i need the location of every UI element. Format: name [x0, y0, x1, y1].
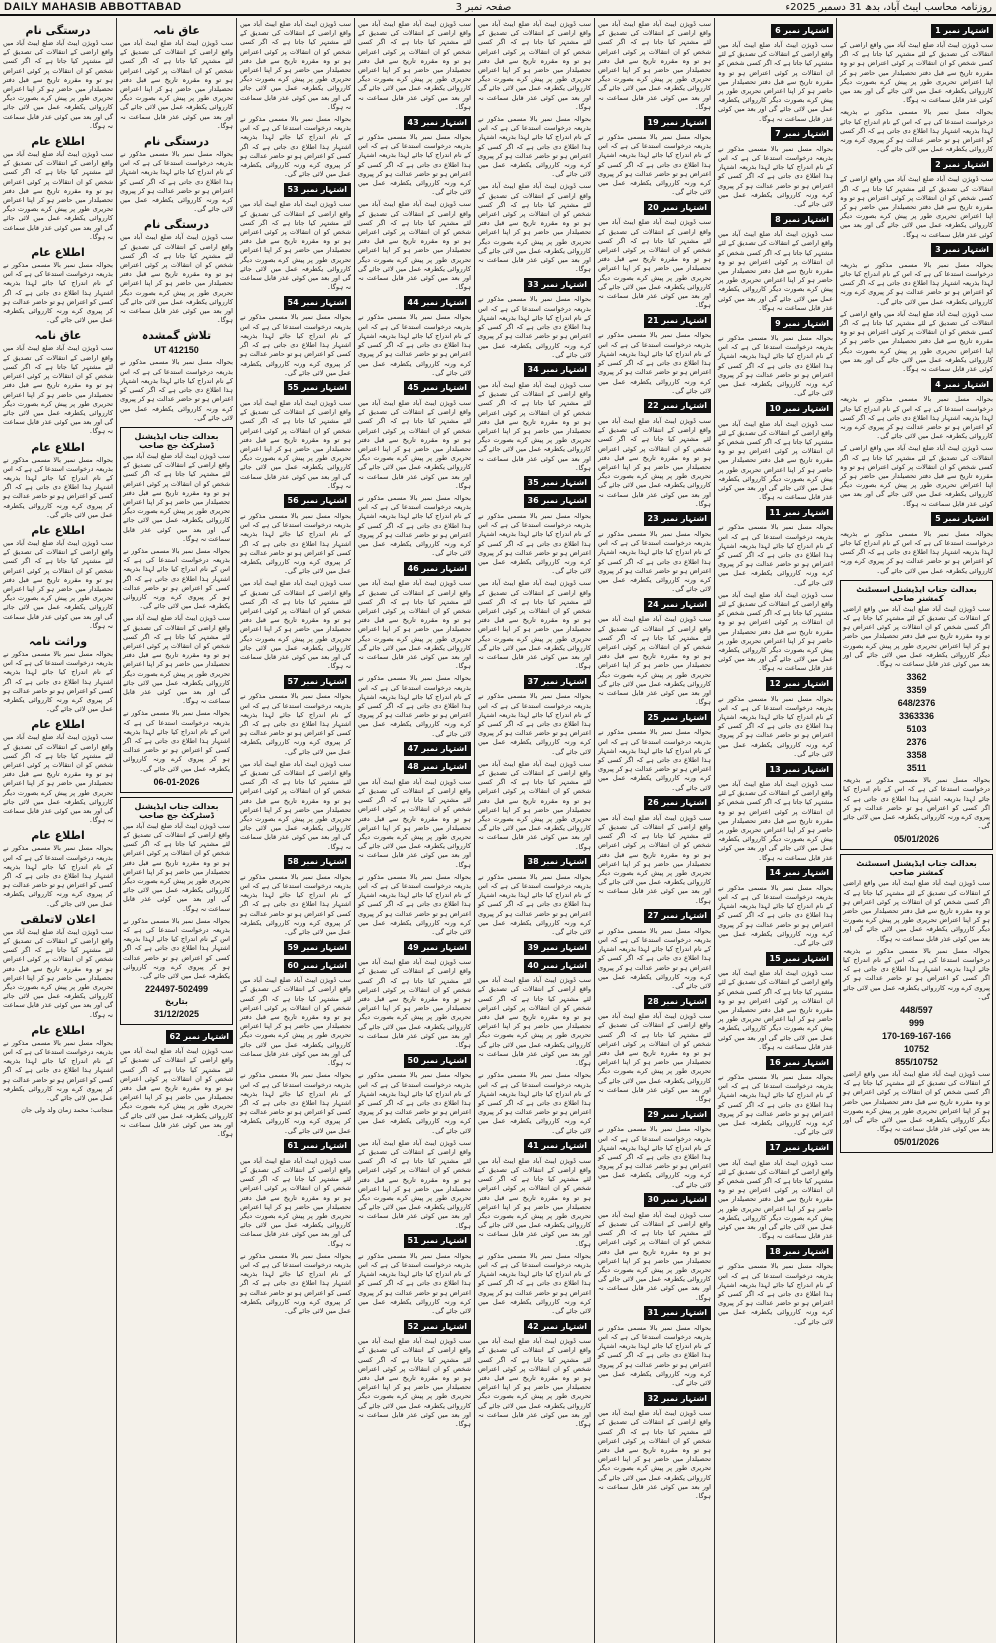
ad-badge: اشتہار نمبر 26 — [644, 796, 712, 810]
ad-badge: اشتہار نمبر 10 — [766, 402, 834, 416]
column-ads-8 — [836, 18, 996, 1643]
ad-badge: اشتہار نمبر 9 — [771, 317, 833, 331]
notice-text: بحوالہ مسل نمبر بالا مسمی مذکور نے بذریعہ درخواست استدعا کی ہے کہ اس کے نام اندراج کیا جائے لہذا بذریعہ اشتہار ہذا اطلاع دی جاتی ہے کہ اگر کسی کو اعتراض ہو تو حاضر عدالت ہو کر پیروی کرے ورنہ کارروائی یکطرفہ عمل میں لائی جائے گی۔ — [240, 1071, 351, 1135]
column-ads-6 — [594, 18, 714, 1643]
ad-bar — [718, 866, 833, 881]
ad-bar — [478, 1319, 591, 1334]
ad-bar — [598, 512, 711, 527]
ad-badge: اشتہار نمبر 8 — [771, 213, 833, 227]
notice-text: سب ڈویژن ایبٹ آباد ضلع ایبٹ آباد میں واقع اراضی کے انتقالات کی تصدیق کے لئے مشتہر کیا جاتا ہے کہ اگر کسی شخص کو ان انتقالات پر کوئی اعتراض ہو تو وہ مقررہ تاریخ سے قبل دفتر تحصیلدار میں حاضر ہو کر اپنا اعتراض تحریری طور پر پیش کرے بصورت دیگر کارروائی یکطرفہ عمل میں لائی جائے گی اور بعد میں کوئی عذر قابل سماعت نہ ہوگا۔ — [840, 309, 993, 374]
ad-badge: اشتہار نمبر 45 — [404, 381, 472, 395]
notice-text: سب ڈویژن ایبٹ آباد ضلع ایبٹ آباد میں واقع اراضی کے انتقالات کی تصدیق کے لئے مشتہر کیا جاتا ہے کہ اگر کسی شخص کو ان انتقالات پر کوئی اعتراض ہو تو وہ مقررہ تاریخ سے قبل دفتر تحصیلدار میں حاضر ہو کر اپنا اعتراض تحریری طور پر پیش کرے بصورت دیگر کارروائی یکطرفہ عمل میں لائی جائے گی اور بعد میں کوئی عذر قابل سماعت نہ ہوگا۔ — [598, 1012, 711, 1104]
notice-text: سب ڈویژن ایبٹ آباد ضلع ایبٹ آباد میں واقع اراضی کے انتقالات کی تصدیق کے لئے مشتہر کیا جاتا ہے کہ اگر کسی شخص کو ان انتقالات پر کوئی اعتراض ہو تو وہ مقررہ تاریخ سے قبل دفتر تحصیلدار میں حاضر ہو کر اپنا اعتراض تحریری طور پر پیش کرے بصورت دیگر کارروائی یکطرفہ عمل میں لائی جائے گی اور بعد میں کوئی عذر قابل سماعت نہ ہوگا۔ — [840, 175, 993, 239]
notice-text: بحوالہ مسل نمبر بالا مسمی مذکور نے بذریعہ درخواست استدعا کی ہے کہ اس کے نام اندراج کیا جائے لہذا بذریعہ اشتہار ہذا اطلاع دی جاتی ہے کہ اگر کسی کو اعتراض ہو تو حاضر عدالت ہو کر پیروی کرے ورنہ کارروائی یکطرفہ عمل میں لائی جائے گی۔ — [120, 150, 233, 214]
notice-text: بحوالہ مسل نمبر بالا مسمی مذکور نے بذریعہ درخواست استدعا کی ہے کہ اس کے نام اندراج کیا جائے لہذا بذریعہ اشتہار ہذا اطلاع دی جاتی ہے کہ اگر کسی کو اعتراض ہو تو حاضر عدالت ہو کر پیروی کرے ورنہ کارروائی یکطرفہ عمل میں لائی جائے گی۔ — [120, 358, 233, 422]
notice-text: بحوالہ مسل نمبر بالا مسمی مذکور نے بذریعہ درخواست استدعا کی ہے کہ اس کے نام اندراج کیا جائے لہذا بذریعہ اشتہار ہذا اطلاع دی جاتی ہے کہ اگر کسی کو اعتراض ہو تو حاضر عدالت ہو کر پیروی کرے ورنہ کارروائی یکطرفہ عمل میں لائی جائے گی۔ — [718, 144, 833, 209]
khasra-number: 3511 — [906, 763, 927, 774]
ad-bar — [358, 1319, 471, 1334]
column-notices-2 — [116, 18, 236, 1643]
ad-bar — [598, 710, 711, 725]
notice-text: سب ڈویژن ایبٹ آباد ضلع ایبٹ آباد میں واقع اراضی کے انتقالات کی تصدیق کے لئے مشتہر کیا جاتا ہے کہ اگر کسی شخص کو ان انتقالات پر کوئی اعتراض ہو تو وہ مقررہ تاریخ سے قبل دفتر تحصیلدار میں حاضر ہو کر اپنا اعتراض تحریری طور پر پیش کرے بصورت دیگر کارروائی یکطرفہ عمل میں لائی جائے گی اور بعد میں کوئی عذر قابل سماعت نہ ہوگا۔ — [843, 604, 990, 668]
notice-text: سب ڈویژن ایبٹ آباد ضلع ایبٹ آباد میں واقع اراضی کے انتقالات کی تصدیق کے لئے مشتہر کیا جاتا ہے کہ اگر کسی شخص کو ان انتقالات پر کوئی اعتراض ہو تو وہ مقررہ تاریخ سے قبل دفتر تحصیلدار میں حاضر ہو کر اپنا اعتراض تحریری طور پر پیش کرے بصورت دیگر کارروائی یکطرفہ عمل میں لائی جائے گی اور بعد میں کوئی عذر قابل سماعت نہ ہوگا۔ — [478, 1337, 591, 1428]
ad-bar — [478, 958, 591, 973]
notice-heading: اطلاع عام — [31, 135, 85, 149]
notice-text: بحوالہ مسل نمبر بالا مسمی مذکور نے بذریعہ درخواست استدعا کی ہے کہ اس کے نام اندراج کیا جائے لہذا بذریعہ اشتہار ہذا اطلاع دی جاتی ہے کہ اگر کسی کو اعتراض ہو تو حاضر عدالت ہو کر پیروی کرے ورنہ کارروائی یکطرفہ عمل میں لائی جائے گی۔ — [478, 511, 591, 576]
ad-bar — [358, 742, 471, 757]
court-title: بعدالت جناب ایڈیشنل اسسٹنٹ کمشنر صاحب — [856, 859, 977, 878]
notice-text: سب ڈویژن ایبٹ آباد ضلع ایبٹ آباد میں واقع اراضی کے انتقالات کی تصدیق کے لئے مشتہر کیا جاتا ہے کہ اگر کسی شخص کو ان انتقالات پر کوئی اعتراض ہو تو وہ مقررہ تاریخ سے قبل دفتر تحصیلدار میں حاضر ہو کر اپنا اعتراض تحریری طور پر پیش کرے بصورت دیگر کارروائی یکطرفہ عمل میں لائی جائے گی اور بعد میں کوئی عذر قابل سماعت نہ ہوگا۔ — [717, 969, 833, 1051]
notice-heading: عاق نامہ — [153, 24, 200, 37]
notice-text: بحوالہ مسل نمبر بالا مسمی مذکور نے بذریعہ درخواست استدعا کی ہے کہ اس کے نام اندراج کیا جائے لہذا بذریعہ اشتہار ہذا اطلاع دی جاتی ہے کہ اگر کسی کو اعتراض ہو تو حاضر عدالت ہو کر پیروی کرے ورنہ کارروائی یکطرفہ عمل میں لائی جائے گی۔ — [358, 1071, 471, 1135]
notice-text: سب ڈویژن ایبٹ آباد ضلع ایبٹ آباد میں واقع اراضی کے انتقالات کی تصدیق کے لئے مشتہر کیا جاتا ہے کہ اگر کسی شخص کو ان انتقالات پر کوئی اعتراض ہو تو وہ مقررہ تاریخ سے قبل دفتر تحصیلدار میں حاضر ہو کر اپنا اعتراض تحریری طور پر پیش کرے بصورت دیگر کارروائی یکطرفہ عمل میں لائی جائے گی اور بعد میں کوئی عذر قابل سماعت نہ ہوگا۔ — [3, 150, 113, 241]
notice-text: سب ڈویژن ایبٹ آباد ضلع ایبٹ آباد میں واقع اراضی کے انتقالات کی تصدیق کے لئے مشتہر کیا جاتا ہے کہ اگر کسی شخص کو ان انتقالات پر کوئی اعتراض ہو تو وہ مقررہ تاریخ سے قبل دفتر تحصیلدار میں حاضر ہو کر اپنا اعتراض تحریری طور پر پیش کرے بصورت دیگر کارروائی یکطرفہ عمل میں لائی جائے گی اور بعد میں کوئی عذر قابل سماعت نہ ہوگا۔ — [598, 1210, 711, 1302]
khasra-number: 999 — [908, 1018, 925, 1029]
notice-text: سب ڈویژن ایبٹ آباد ضلع ایبٹ آباد میں واقع اراضی کے انتقالات کی تصدیق کے لئے مشتہر کیا جاتا ہے کہ اگر کسی شخص کو ان انتقالات پر کوئی اعتراض ہو تو وہ مقررہ تاریخ سے قبل دفتر تحصیلدار میں حاضر ہو کر اپنا اعتراض تحریری طور پر پیش کرے بصورت دیگر کارروائی یکطرفہ عمل میں لائی جائے گی اور بعد میں کوئی عذر قابل سماعت نہ ہوگا۔ — [3, 538, 113, 630]
column-ads-5 — [474, 18, 594, 1643]
ad-badge: اشتہار نمبر 12 — [766, 677, 834, 691]
khasra-number: 170-169-167-166 — [881, 1031, 952, 1042]
notice-text: بحوالہ مسل نمبر بالا مسمی مذکور نے بذریعہ درخواست استدعا کی ہے کہ اس کے نام اندراج کیا جائے لہذا بذریعہ اشتہار ہذا اطلاع دی جاتی ہے کہ اگر کسی کو اعتراض ہو تو حاضر عدالت ہو کر پیروی کرے ورنہ کارروائی یکطرفہ عمل میں لائی جائے گی۔ — [478, 1071, 591, 1135]
notice-text: سب ڈویژن ایبٹ آباد ضلع ایبٹ آباد میں واقع اراضی کے انتقالات کی تصدیق کے لئے مشتہر کیا جاتا ہے کہ اگر کسی شخص کو ان انتقالات پر کوئی اعتراض ہو تو وہ مقررہ تاریخ سے قبل دفتر تحصیلدار میں حاضر ہو کر اپنا اعتراض تحریری طور پر پیش کرے بصورت دیگر کارروائی یکطرفہ عمل میں لائی جائے گی اور بعد میں کوئی عذر قابل سماعت نہ ہوگا۔ — [358, 1337, 471, 1428]
notice-text: بحوالہ مسل نمبر بالا مسمی مذکور نے بذریعہ درخواست استدعا کی ہے کہ اس کے نام اندراج کیا جائے لہذا بذریعہ اشتہار ہذا اطلاع دی جاتی ہے کہ اگر کسی کو اعتراض ہو تو حاضر عدالت ہو کر پیروی کرے ورنہ کارروائی یکطرفہ عمل میں لائی جائے گی۔ — [3, 455, 113, 519]
notice-text: سب ڈویژن ایبٹ آباد ضلع ایبٹ آباد میں واقع اراضی کے انتقالات کی تصدیق کے لئے مشتہر کیا جاتا ہے کہ اگر کسی شخص کو ان انتقالات پر کوئی اعتراض ہو تو وہ مقررہ تاریخ سے قبل دفتر تحصیلدار میں حاضر ہو کر اپنا اعتراض تحریری طور پر پیش کرے بصورت دیگر کارروائی یکطرفہ عمل میں لائی جائے گی اور بعد میں کوئی عذر قابل سماعت نہ ہوگا۔ — [3, 927, 113, 1019]
ad-bar — [358, 1234, 471, 1249]
ad-badge: اشتہار نمبر 21 — [644, 314, 712, 328]
ad-badge: اشتہار نمبر 60 — [284, 959, 352, 973]
ad-bar — [718, 762, 833, 777]
ad-bar — [598, 796, 711, 811]
notice-text: سب ڈویژن ایبٹ آباد ضلع ایبٹ آباد میں واقع اراضی کے انتقالات کی تصدیق کے لئے مشتہر کیا جاتا ہے کہ اگر کسی شخص کو ان انتقالات پر کوئی اعتراض ہو تو وہ مقررہ تاریخ سے قبل دفتر تحصیلدار میں حاضر ہو کر اپنا اعتراض تحریری طور پر پیش کرے بصورت دیگر کارروائی یکطرفہ عمل میں لائی جائے گی اور بعد میں کوئی عذر قابل سماعت نہ ہوگا۔ — [3, 344, 113, 436]
ad-badge: اشتہار نمبر 49 — [404, 941, 472, 955]
ad-bar — [478, 674, 591, 689]
notice-text: سب ڈویژن ایبٹ آباد ضلع ایبٹ آباد میں واقع اراضی کے انتقالات کی تصدیق کے لئے مشتہر کیا جاتا ہے کہ اگر کسی شخص کو ان انتقالات پر کوئی اعتراض ہو تو وہ مقررہ تاریخ سے قبل دفتر تحصیلدار میں حاضر ہو کر اپنا اعتراض تحریری طور پر پیش کرے بصورت دیگر کارروائی یکطرفہ عمل میں لائی جائے گی اور بعد میں کوئی عذر قابل سماعت نہ ہوگا۔ — [598, 813, 711, 905]
khasra-number: 3362 — [906, 672, 927, 683]
khasra-number: 3363336 — [898, 711, 935, 722]
court-title: بعدالت جناب ایڈیشنل ڈسٹرکٹ جج صاحب — [134, 431, 219, 450]
signature: منجانب: محمد زمان ولد ولی جان — [21, 1106, 113, 1115]
notice-text: بحوالہ مسل نمبر بالا مسمی مذکور نے بذریعہ درخواست استدعا کی ہے کہ اس کے نام اندراج کیا جائے لہذا بذریعہ اشتہار ہذا اطلاع دی جاتی ہے کہ اگر کسی کو اعتراض ہو تو حاضر عدالت ہو کر پیروی کرے ورنہ کارروائی یکطرفہ عمل میں لائی جائے گی۔ — [123, 546, 230, 611]
notice-text: بحوالہ مسل نمبر بالا مسمی مذکور نے بذریعہ درخواست استدعا کی ہے کہ اس کے نام اندراج کیا جائے لہذا بذریعہ اشتہار ہذا اطلاع دی جاتی ہے کہ اگر کسی کو اعتراض ہو تو حاضر عدالت ہو کر پیروی کرے ورنہ کارروائی یکطرفہ عمل میں لائی جائے گی۔ — [358, 872, 471, 937]
ad-badge: اشتہار نمبر 42 — [524, 1320, 592, 1334]
notice-text: بحوالہ مسل نمبر بالا مسمی مذکور نے بذریعہ درخواست استدعا کی ہے کہ اس کے نام اندراج کیا جائے لہذا بذریعہ اشتہار ہذا اطلاع دی جاتی ہے کہ اگر کسی کو اعتراض ہو تو حاضر عدالت ہو کر پیروی کرے ورنہ کارروائی یکطرفہ عمل میں لائی جائے گی۔ — [478, 692, 591, 756]
ad-bar — [240, 674, 351, 689]
ad-badge: اشتہار نمبر 16 — [766, 1056, 834, 1070]
ad-badge: اشتہار نمبر 40 — [524, 959, 592, 973]
ad-badge: اشتہار نمبر 4 — [931, 378, 993, 392]
notice-text: بحوالہ مسل نمبر بالا مسمی مذکور نے بذریعہ درخواست استدعا کی ہے کہ اس کے نام اندراج کیا جائے لہذا بذریعہ اشتہار ہذا اطلاع دی جاتی ہے کہ اگر کسی کو اعتراض ہو تو حاضر عدالت ہو کر پیروی کرے ورنہ کارروائی یکطرفہ عمل میں لائی جائے گی۔ — [718, 694, 833, 758]
ad-bar — [718, 1055, 833, 1070]
ad-badge: اشتہار نمبر 61 — [284, 1139, 352, 1153]
ad-badge: اشتہار نمبر 1 — [931, 24, 993, 38]
phone-number: 224497-502499 — [144, 984, 209, 995]
notice-text: سب ڈویژن ایبٹ آباد ضلع ایبٹ آباد میں واقع اراضی کے انتقالات کی تصدیق کے لئے مشتہر کیا جاتا ہے کہ اگر کسی شخص کو ان انتقالات پر کوئی اعتراض ہو تو وہ مقررہ تاریخ سے قبل دفتر تحصیلدار میں حاضر ہو کر اپنا اعتراض تحریری طور پر پیش کرے بصورت دیگر کارروائی یکطرفہ عمل میں لائی جائے گی اور بعد میں کوئی عذر قابل سماعت نہ ہوگا۔ — [240, 200, 351, 292]
notice-text: بحوالہ مسل نمبر بالا مسمی مذکور نے بذریعہ درخواست استدعا کی ہے کہ اس کے نام اندراج کیا جائے لہذا بذریعہ اشتہار ہذا اطلاع دی جاتی ہے کہ اگر کسی کو اعتراض ہو تو حاضر عدالت ہو کر پیروی کرے ورنہ کارروائی یکطرفہ عمل میں لائی جائے گی۔ — [3, 261, 113, 325]
notice-heading: درستگی نام — [25, 24, 91, 37]
ad-bar — [598, 597, 711, 612]
notice-text: سب ڈویژن ایبٹ آباد ضلع ایبٹ آباد میں واقع اراضی کے انتقالات کی تصدیق کے لئے مشتہر کیا جاتا ہے کہ اگر کسی شخص کو ان انتقالات پر کوئی اعتراض ہو تو وہ مقررہ تاریخ سے قبل دفتر تحصیلدار میں حاضر ہو کر اپنا اعتراض تحریری طور پر پیش کرے بصورت دیگر کارروائی یکطرفہ عمل میں لائی جائے گی اور بعد میں کوئی عذر قابل سماعت نہ ہوگا۔ — [717, 1158, 833, 1241]
notice-text: سب ڈویژن ایبٹ آباد ضلع ایبٹ آباد میں واقع اراضی کے انتقالات کی تصدیق کے لئے مشتہر کیا جاتا ہے کہ اگر کسی شخص کو ان انتقالات پر کوئی اعتراض ہو تو وہ مقررہ تاریخ سے قبل دفتر تحصیلدار میں حاضر ہو کر اپنا اعتراض تحریری طور پر پیش کرے بصورت دیگر کارروائی یکطرفہ عمل میں لائی جائے گی اور بعد میں کوئی عذر قابل سماعت نہ ہوگا۔ — [358, 579, 471, 671]
notice-text: سب ڈویژن ایبٹ آباد ضلع ایبٹ آباد میں واقع اراضی کے انتقالات کی تصدیق کے لئے مشتہر کیا جاتا ہے کہ اگر کسی شخص کو ان انتقالات پر کوئی اعتراض ہو تو وہ مقررہ تاریخ سے قبل دفتر تحصیلدار میں حاضر ہو کر اپنا اعتراض تحریری طور پر پیش کرے بصورت دیگر کارروائی یکطرفہ عمل میں لائی جائے گی اور بعد میں کوئی عذر قابل سماعت نہ ہوگا۔ — [478, 579, 591, 671]
ad-bar — [718, 316, 833, 331]
notice-text: بحوالہ مسل نمبر بالا مسمی مذکور نے بذریعہ درخواست استدعا کی ہے کہ اس کے نام اندراج کیا جائے لہذا بذریعہ اشتہار ہذا اطلاع دی جاتی ہے کہ اگر کسی کو اعتراض ہو تو حاضر عدالت ہو کر پیروی کرے ورنہ کارروائی یکطرفہ عمل میں لائی جائے گی۔ — [358, 313, 471, 377]
notice-text: سب ڈویژن ایبٹ آباد ضلع ایبٹ آباد میں واقع اراضی کے انتقالات کی تصدیق کے لئے مشتہر کیا جاتا ہے کہ اگر کسی شخص کو ان انتقالات پر کوئی اعتراض ہو تو وہ مقررہ تاریخ سے قبل دفتر تحصیلدار میں حاضر ہو کر اپنا اعتراض تحریری طور پر پیش کرے بصورت دیگر کارروائی یکطرفہ عمل میں لائی جائے گی اور بعد میں کوئی عذر قابل سماعت نہ ہوگا۔ — [358, 958, 471, 1050]
column-notices-1 — [0, 18, 116, 1643]
khasra-number: 10752 — [903, 1044, 930, 1055]
khasra-number: 3359 — [906, 685, 927, 696]
khasra-number: 3358 — [906, 750, 927, 761]
ad-badge: اشتہار نمبر 44 — [404, 296, 472, 310]
notice-text: بحوالہ مسل نمبر بالا مسمی مذکور نے بذریعہ درخواست استدعا کی ہے کہ اس کے نام اندراج کیا جائے لہذا بذریعہ اشتہار ہذا اطلاع دی جاتی ہے کہ اگر کسی کو اعتراض ہو تو حاضر عدالت ہو کر پیروی کرے ورنہ کارروائی یکطرفہ عمل میں لائی جائے گی۔ — [843, 776, 990, 831]
notice-text: بحوالہ مسل نمبر بالا مسمی مذکور نے بذریعہ درخواست استدعا کی ہے کہ اس کے نام اندراج کیا جائے لہذا بذریعہ اشتہار ہذا اطلاع دی جاتی ہے کہ اگر کسی کو اعتراض ہو تو حاضر عدالت ہو کر پیروی کرے ورنہ کارروائی یکطرفہ عمل میں لائی جائے گی۔ — [478, 872, 591, 937]
notice-text: بحوالہ مسل نمبر بالا مسمی مذکور نے بذریعہ درخواست استدعا کی ہے کہ اس کے نام اندراج کیا جائے لہذا بذریعہ اشتہار ہذا اطلاع دی جاتی ہے کہ اگر کسی کو اعتراض ہو تو حاضر عدالت ہو کر پیروی کرے ورنہ کارروائی یکطرفہ عمل میں لائی جائے گی۔ — [843, 946, 990, 1001]
column-ads-4 — [354, 18, 474, 1643]
ad-badge: اشتہار نمبر 59 — [284, 941, 352, 955]
notice-text: بحوالہ مسل نمبر بالا مسمی مذکور نے بذریعہ درخواست استدعا کی ہے کہ اس کے نام اندراج کیا جائے لہذا بذریعہ اشتہار ہذا اطلاع دی جاتی ہے کہ اگر کسی کو اعتراض ہو تو حاضر عدالت ہو کر پیروی کرے ورنہ کارروائی یکطرفہ عمل میں لائی جائے گی۔ — [240, 1251, 351, 1315]
ad-badge: اشتہار نمبر 34 — [524, 363, 592, 377]
ad-bar — [478, 277, 591, 292]
notice-text: سب ڈویژن ایبٹ آباد ضلع ایبٹ آباد میں واقع اراضی کے انتقالات کی تصدیق کے لئے مشتہر کیا جاتا ہے کہ اگر کسی شخص کو ان انتقالات پر کوئی اعتراض ہو تو وہ مقررہ تاریخ سے قبل دفتر تحصیلدار میں حاضر ہو کر اپنا اعتراض تحریری طور پر پیش کرے بصورت دیگر کارروائی یکطرفہ عمل میں لائی جائے گی اور بعد میں کوئی عذر قابل سماعت نہ ہوگا۔ — [120, 233, 233, 325]
notice-text: سب ڈویژن ایبٹ آباد ضلع ایبٹ آباد میں واقع اراضی کے انتقالات کی تصدیق کے لئے مشتہر کیا جاتا ہے کہ اگر کسی شخص کو ان انتقالات پر کوئی اعتراض ہو تو وہ مقررہ تاریخ سے قبل دفتر تحصیلدار میں حاضر ہو کر اپنا اعتراض تحریری طور پر پیش کرے بصورت دیگر کارروائی یکطرفہ عمل میں لائی جائے گی اور بعد میں کوئی عذر قابل سماعت نہ ہوگا۔ — [120, 1047, 233, 1139]
court-title: بعدالت جناب ایڈیشنل اسسٹنٹ کمشنر صاحب — [856, 584, 977, 603]
notice-text: سب ڈویژن ایبٹ آباد ضلع ایبٹ آباد میں واقع اراضی کے انتقالات کی تصدیق کے لئے مشتہر کیا جاتا ہے کہ اگر کسی شخص کو ان انتقالات پر کوئی اعتراض ہو تو وہ مقررہ تاریخ سے قبل دفتر تحصیلدار میں حاضر ہو کر اپنا اعتراض تحریری طور پر پیش کرے بصورت دیگر کارروائی یکطرفہ عمل میں لائی جائے گی اور بعد میں کوئی عذر قابل سماعت نہ ہوگا۔ — [717, 590, 833, 673]
column-ads-3 — [236, 18, 354, 1643]
notice-text: بحوالہ مسل نمبر بالا مسمی مذکور نے بذریعہ درخواست استدعا کی ہے کہ اس کے نام اندراج کیا جائے لہذا بذریعہ اشتہار ہذا اطلاع دی جاتی ہے کہ اگر کسی کو اعتراض ہو تو حاضر عدالت ہو کر پیروی کرے ورنہ کارروائی یکطرفہ عمل میں لائی جائے گی۔ — [598, 1323, 711, 1387]
ad-bar — [358, 1053, 471, 1068]
notice-text: سب ڈویژن ایبٹ آباد ضلع ایبٹ آباد میں واقع اراضی کے انتقالات کی تصدیق کے لئے مشتہر کیا جاتا ہے کہ اگر کسی شخص کو ان انتقالات پر کوئی اعتراض ہو تو وہ مقررہ تاریخ سے قبل دفتر تحصیلدار میں حاضر ہو کر اپنا اعتراض تحریری طور پر پیش کرے بصورت دیگر کارروائی یکطرفہ عمل میں لائی جائے گی اور بعد میں کوئی عذر قابل سماعت نہ ہوگا۔ — [843, 879, 990, 943]
ad-badge: اشتہار نمبر 41 — [524, 1139, 592, 1153]
ad-bar — [478, 855, 591, 870]
notice-text: بحوالہ مسل نمبر بالا مسمی مذکور نے بذریعہ درخواست استدعا کی ہے کہ اس کے نام اندراج کیا جائے لہذا بذریعہ اشتہار ہذا اطلاع دی جاتی ہے کہ اگر کسی کو اعتراض ہو تو حاضر عدالت ہو کر پیروی کرے ورنہ کارروائی یکطرفہ عمل میں لائی جائے گی۔ — [123, 916, 230, 981]
ad-badge: اشتہار نمبر 14 — [766, 866, 834, 880]
ad-badge: اشتہار نمبر 56 — [284, 494, 352, 508]
hearing-date: 05/01/2026 — [893, 1137, 940, 1148]
court-notice-box — [840, 580, 993, 851]
ad-bar — [358, 561, 471, 576]
ad-bar — [240, 295, 351, 310]
ad-bar — [358, 295, 471, 310]
ad-badge: اشتہار نمبر 25 — [644, 711, 712, 725]
ad-badge: اشتہار نمبر 28 — [644, 995, 712, 1009]
ad-bar — [840, 23, 993, 38]
ad-badge: اشتہار نمبر 47 — [404, 742, 472, 756]
notice-text: بحوالہ مسل نمبر بالا مسمی مذکور نے بذریعہ درخواست استدعا کی ہے کہ اس کے نام اندراج کیا جائے لہذا بذریعہ اشتہار ہذا اطلاع دی جاتی ہے کہ اگر کسی کو اعتراض ہو تو حاضر عدالت ہو کر پیروی کرے ورنہ کارروائی یکطرفہ عمل میں لائی جائے گی۔ — [358, 674, 471, 738]
notice-text: سب ڈویژن ایبٹ آباد ضلع ایبٹ آباد میں واقع اراضی کے انتقالات کی تصدیق کے لئے مشتہر کیا جاتا ہے کہ اگر کسی شخص کو ان انتقالات پر کوئی اعتراض ہو تو وہ مقررہ تاریخ سے قبل دفتر تحصیلدار میں حاضر ہو کر اپنا اعتراض تحریری طور پر پیش کرے بصورت دیگر کارروائی یکطرفہ عمل میں لائی جائے گی اور بعد میں کوئی عذر قابل سماعت نہ ہوگا۔ — [120, 39, 233, 130]
lost-document-number: UT 412150 — [154, 345, 199, 356]
notice-text: بحوالہ مسل نمبر بالا مسمی مذکور نے بذریعہ درخواست استدعا کی ہے کہ اس کے نام اندراج کیا جائے لہذا بذریعہ اشتہار ہذا اطلاع دی جاتی ہے کہ اگر کسی کو اعتراض ہو تو حاضر عدالت ہو کر پیروی کرے ورنہ کارروائی یکطرفہ عمل میں لائی جائے گی۔ — [840, 260, 993, 306]
notice-text: بحوالہ مسل نمبر بالا مسمی مذکور نے بذریعہ درخواست استدعا کی ہے کہ اس کے نام اندراج کیا جائے لہذا بذریعہ اشتہار ہذا اطلاع دی جاتی ہے کہ اگر کسی کو اعتراض ہو تو حاضر عدالت ہو کر پیروی کرے ورنہ کارروائی یکطرفہ عمل میں لائی جائے گی۔ — [718, 334, 833, 398]
ad-badge: اشتہار نمبر 3 — [931, 243, 993, 257]
notice-heading: تلاش گمشدہ — [141, 329, 212, 343]
ad-bar — [598, 1306, 711, 1321]
notice-heading: اعلان لاتعلقی — [20, 912, 96, 926]
ad-bar — [598, 115, 711, 130]
ad-bar — [718, 1141, 833, 1156]
page-number: صفحہ نمبر 3 — [455, 1, 512, 13]
notice-text: سب ڈویژن ایبٹ آباد ضلع ایبٹ آباد میں واقع اراضی کے انتقالات کی تصدیق کے لئے مشتہر کیا جاتا ہے کہ اگر کسی شخص کو ان انتقالات پر کوئی اعتراض ہو تو وہ مقررہ تاریخ سے قبل دفتر تحصیلدار میں حاضر ہو کر اپنا اعتراض تحریری طور پر پیش کرے بصورت دیگر کارروائی یکطرفہ عمل میں لائی جائے گی اور بعد میں کوئی عذر قابل سماعت نہ ہوگا۔ — [3, 733, 113, 825]
court-notice-box-2 — [840, 854, 993, 1153]
notice-text: سب ڈویژن ایبٹ آباد ضلع ایبٹ آباد میں واقع اراضی کے انتقالات کی تصدیق کے لئے مشتہر کیا جاتا ہے کہ اگر کسی شخص کو ان انتقالات پر کوئی اعتراض ہو تو وہ مقررہ تاریخ سے قبل دفتر تحصیلدار میں حاضر ہو کر اپنا اعتراض تحریری طور پر پیش کرے بصورت دیگر کارروائی یکطرفہ عمل میں لائی جائے گی اور بعد میں کوئی عذر قابل سماعت نہ ہوگا۔ — [598, 615, 711, 707]
notice-text: سب ڈویژن ایبٹ آباد ضلع ایبٹ آباد میں واقع اراضی کے انتقالات کی تصدیق کے لئے مشتہر کیا جاتا ہے کہ اگر کسی شخص کو ان انتقالات پر کوئی اعتراض ہو تو وہ مقررہ تاریخ سے قبل دفتر تحصیلدار میں حاضر ہو کر اپنا اعتراض تحریری طور پر پیش کرے بصورت دیگر کارروائی یکطرفہ عمل میں لائی جائے گی اور بعد میں کوئی عذر قابل سماعت نہ ہوگا۔ — [3, 39, 113, 130]
notice-text: سب ڈویژن ایبٹ آباد ضلع ایبٹ آباد میں واقع اراضی کے انتقالات کی تصدیق کے لئے مشتہر کیا جاتا ہے کہ اگر کسی شخص کو ان انتقالات پر کوئی اعتراض ہو تو وہ مقررہ تاریخ سے قبل دفتر تحصیلدار میں حاضر ہو کر اپنا اعتراض تحریری طور پر پیش کرے بصورت دیگر کارروائی یکطرفہ عمل میں لائی جائے گی اور بعد میں کوئی عذر قابل سماعت نہ ہوگا۔ — [123, 821, 230, 913]
ad-badge: اشتہار نمبر 30 — [644, 1193, 712, 1207]
notice-text: بحوالہ مسل نمبر بالا مسمی مذکور نے بذریعہ درخواست استدعا کی ہے کہ اس کے نام اندراج کیا جائے لہذا بذریعہ اشتہار ہذا اطلاع دی جاتی ہے کہ اگر کسی کو اعتراض ہو تو حاضر عدالت ہو کر پیروی کرے ورنہ کارروائی یکطرفہ عمل میں لائی جائے گی۔ — [358, 1251, 471, 1315]
notice-text: سب ڈویژن ایبٹ آباد ضلع ایبٹ آباد میں واقع اراضی کے انتقالات کی تصدیق کے لئے مشتہر کیا جاتا ہے کہ اگر کسی شخص کو ان انتقالات پر کوئی اعتراض ہو تو وہ مقررہ تاریخ سے قبل دفتر تحصیلدار میں حاضر ہو کر اپنا اعتراض تحریری طور پر پیش کرے بصورت دیگر کارروائی یکطرفہ عمل میں لائی جائے گی اور بعد میں کوئی عذر قابل سماعت نہ ہوگا۔ — [840, 41, 993, 105]
notice-heading: وراثت نامہ — [28, 634, 88, 648]
ad-badge: اشتہار نمبر 6 — [771, 24, 833, 38]
ad-badge: اشتہار نمبر 33 — [524, 278, 592, 292]
ad-bar — [240, 940, 351, 955]
notice-text: سب ڈویژن ایبٹ آباد ضلع ایبٹ آباد میں واقع اراضی کے انتقالات کی تصدیق کے لئے مشتہر کیا جاتا ہے کہ اگر کسی شخص کو ان انتقالات پر کوئی اعتراض ہو تو وہ مقررہ تاریخ سے قبل دفتر تحصیلدار میں حاضر ہو کر اپنا اعتراض تحریری طور پر پیش کرے بصورت دیگر کارروائی یکطرفہ عمل میں لائی جائے گی اور بعد میں کوئی عذر قابل سماعت نہ ہوگا۔ — [840, 444, 993, 508]
notice-text: سب ڈویژن ایبٹ آباد ضلع ایبٹ آباد میں واقع اراضی کے انتقالات کی تصدیق کے لئے مشتہر کیا جاتا ہے کہ اگر کسی شخص کو ان انتقالات پر کوئی اعتراض ہو تو وہ مقررہ تاریخ سے قبل دفتر تحصیلدار میں حاضر ہو کر اپنا اعتراض تحریری طور پر پیش کرے بصورت دیگر کارروائی یکطرفہ عمل میں لائی جائے گی اور بعد میں کوئی عذر قابل سماعت نہ ہوگا۔ — [240, 1156, 351, 1248]
notice-text: بحوالہ مسل نمبر بالا مسمی مذکور نے بذریعہ درخواست استدعا کی ہے کہ اس کے نام اندراج کیا جائے لہذا بذریعہ اشتہار ہذا اطلاع دی جاتی ہے کہ اگر کسی کو اعتراض ہو تو حاضر عدالت ہو کر پیروی کرے ورنہ کارروائی یکطرفہ عمل میں لائی جائے گی۔ — [598, 133, 711, 197]
ad-bar — [120, 1029, 233, 1044]
ad-bar — [358, 760, 471, 775]
ad-badge: اشتہار نمبر 51 — [404, 1234, 472, 1248]
court-title: بعدالت جناب ایڈیشنل ڈسٹرکٹ جج صاحب — [134, 801, 219, 820]
notice-text: بحوالہ مسل نمبر بالا مسمی مذکور نے بذریعہ درخواست استدعا کی ہے کہ اس کے نام اندراج کیا جائے لہذا بذریعہ اشتہار ہذا اطلاع دی جاتی ہے کہ اگر کسی کو اعتراض ہو تو حاضر عدالت ہو کر پیروی کرے ورنہ کارروائی یکطرفہ عمل میں لائی جائے گی۔ — [3, 649, 113, 714]
ad-badge: اشتہار نمبر 50 — [404, 1054, 472, 1068]
ad-badge: اشتہار نمبر 24 — [644, 598, 712, 612]
ad-bar — [840, 157, 993, 172]
date-line: روزنامہ محاسب ایبٹ آباد، بدھ 31 دسمبر 2025ء — [785, 1, 992, 13]
ad-badge: اشتہار نمبر 46 — [404, 562, 472, 576]
notice-text: سب ڈویژن ایبٹ آباد ضلع ایبٹ آباد میں واقع اراضی کے انتقالات کی تصدیق کے لئے مشتہر کیا جاتا ہے کہ اگر کسی شخص کو ان انتقالات پر کوئی اعتراض ہو تو وہ مقررہ تاریخ سے قبل دفتر تحصیلدار میں حاضر ہو کر اپنا اعتراض تحریری طور پر پیش کرے بصورت دیگر کارروائی یکطرفہ عمل میں لائی جائے گی اور بعد میں کوئی عذر قابل سماعت نہ ہوگا۔ — [358, 20, 471, 111]
notice-text: بحوالہ مسل نمبر بالا مسمی مذکور نے بذریعہ درخواست استدعا کی ہے کہ اس کے نام اندراج کیا جائے لہذا بذریعہ اشتہار ہذا اطلاع دی جاتی ہے کہ اگر کسی کو اعتراض ہو تو حاضر عدالت ہو کر پیروی کرے ورنہ کارروائی یکطرفہ عمل میں لائی جائے گی۔ — [598, 926, 711, 991]
notice-text: بحوالہ مسل نمبر بالا مسمی مذکور نے بذریعہ درخواست استدعا کی ہے کہ اس کے نام اندراج کیا جائے لہذا بذریعہ اشتہار ہذا اطلاع دی جاتی ہے کہ اگر کسی کو اعتراض ہو تو حاضر عدالت ہو کر پیروی کرے ورنہ کارروائی یکطرفہ عمل میں لائی جائے گی۔ — [598, 529, 711, 594]
ad-badge: اشتہار نمبر 39 — [524, 941, 592, 955]
notice-text: سب ڈویژن ایبٹ آباد ضلع ایبٹ آباد میں واقع اراضی کے انتقالات کی تصدیق کے لئے مشتہر کیا جاتا ہے کہ اگر کسی شخص کو ان انتقالات پر کوئی اعتراض ہو تو وہ مقررہ تاریخ سے قبل دفتر تحصیلدار میں حاضر ہو کر اپنا اعتراض تحریری طور پر پیش کرے بصورت دیگر کارروائی یکطرفہ عمل میں لائی جائے گی اور بعد میں کوئی عذر قابل سماعت نہ ہوگا۔ — [717, 780, 833, 862]
ad-bar — [718, 402, 833, 417]
khasra-number: 448/597 — [900, 1005, 933, 1016]
ad-bar — [240, 855, 351, 870]
notice-text: سب ڈویژن ایبٹ آباد ضلع ایبٹ آباد میں واقع اراضی کے انتقالات کی تصدیق کے لئے مشتہر کیا جاتا ہے کہ اگر کسی شخص کو ان انتقالات پر کوئی اعتراض ہو تو وہ مقررہ تاریخ سے قبل دفتر تحصیلدار میں حاضر ہو کر اپنا اعتراض تحریری طور پر پیش کرے بصورت دیگر کارروائی یکطرفہ عمل میں لائی جائے گی اور بعد میں کوئی عذر قابل سماعت نہ ہوگا۔ — [598, 1409, 711, 1500]
ad-badge: اشتہار نمبر 17 — [766, 1141, 834, 1155]
hearing-date: 06-01-2026 — [153, 776, 200, 787]
ad-bar — [358, 381, 471, 396]
ad-badge: اشتہار نمبر 29 — [644, 1108, 712, 1122]
notice-text: بحوالہ مسل نمبر بالا مسمی مذکور نے بذریعہ درخواست استدعا کی ہے کہ اس کے نام اندراج کیا جائے لہذا بذریعہ اشتہار ہذا اطلاع دی جاتی ہے کہ اگر کسی کو اعتراض ہو تو حاضر عدالت ہو کر پیروی کرے ورنہ کارروائی یکطرفہ عمل میں لائی جائے گی۔ — [358, 493, 471, 558]
ad-badge: اشتہار نمبر 19 — [644, 116, 712, 130]
ad-bar — [240, 1139, 351, 1154]
notice-text: سب ڈویژن ایبٹ آباد ضلع ایبٹ آباد میں واقع اراضی کے انتقالات کی تصدیق کے لئے مشتہر کیا جاتا ہے کہ اگر کسی شخص کو ان انتقالات پر کوئی اعتراض ہو تو وہ مقررہ تاریخ سے قبل دفتر تحصیلدار میں حاضر ہو کر اپنا اعتراض تحریری طور پر پیش کرے بصورت دیگر کارروائی یکطرفہ عمل میں لائی جائے گی اور بعد میں کوئی عذر قابل سماعت نہ ہوگا۔ — [478, 1156, 591, 1248]
columns — [0, 18, 996, 1643]
ad-badge: اشتہار نمبر 11 — [766, 506, 834, 520]
notice-text: سب ڈویژن ایبٹ آباد ضلع ایبٹ آباد میں واقع اراضی کے انتقالات کی تصدیق کے لئے مشتہر کیا جاتا ہے کہ اگر کسی شخص کو ان انتقالات پر کوئی اعتراض ہو تو وہ مقررہ تاریخ سے قبل دفتر تحصیلدار میں حاضر ہو کر اپنا اعتراض تحریری طور پر پیش کرے بصورت دیگر کارروائی یکطرفہ عمل میں لائی جائے گی اور بعد میں کوئی عذر قابل سماعت نہ ہوگا۔ — [598, 416, 711, 508]
notice-text: سب ڈویژن ایبٹ آباد ضلع ایبٹ آباد میں واقع اراضی کے انتقالات کی تصدیق کے لئے مشتہر کیا جاتا ہے کہ اگر کسی شخص کو ان انتقالات پر کوئی اعتراض ہو تو وہ مقررہ تاریخ سے قبل دفتر تحصیلدار میں حاضر ہو کر اپنا اعتراض تحریری طور پر پیش کرے بصورت دیگر کارروائی یکطرفہ عمل میں لائی جائے گی اور بعد میں کوئی عذر قابل سماعت نہ ہوگا۔ — [358, 1138, 471, 1230]
notice-text: بحوالہ مسل نمبر بالا مسمی مذکور نے بذریعہ درخواست استدعا کی ہے کہ اس کے نام اندراج کیا جائے لہذا بذریعہ اشتہار ہذا اطلاع دی جاتی ہے کہ اگر کسی کو اعتراض ہو تو حاضر عدالت ہو کر پیروی کرے ورنہ کارروائی یکطرفہ عمل میں لائی جائے گی۔ — [478, 295, 591, 359]
notice-text: سب ڈویژن ایبٹ آباد ضلع ایبٹ آباد میں واقع اراضی کے انتقالات کی تصدیق کے لئے مشتہر کیا جاتا ہے کہ اگر کسی شخص کو ان انتقالات پر کوئی اعتراض ہو تو وہ مقررہ تاریخ سے قبل دفتر تحصیلدار میں حاضر ہو کر اپنا اعتراض تحریری طور پر پیش کرے بصورت دیگر کارروائی یکطرفہ عمل میں لائی جائے گی اور بعد میں کوئی عذر قابل سماعت نہ ہوگا۔ — [358, 777, 471, 869]
notice-heading: اطلاع عام — [31, 440, 85, 454]
ad-bar — [840, 512, 993, 527]
ad-badge: اشتہار نمبر 36 — [524, 494, 592, 508]
notice-heading: اطلاع عام — [31, 718, 85, 732]
ad-bar — [240, 182, 351, 197]
khasra-number: 855/10752 — [895, 1057, 938, 1068]
ad-badge: اشتہار نمبر 2 — [931, 158, 993, 172]
ad-badge: اشتہار نمبر 27 — [644, 909, 712, 923]
notice-text: بحوالہ مسل نمبر بالا مسمی مذکور نے بذریعہ درخواست استدعا کی ہے کہ اس کے نام اندراج کیا جائے لہذا بذریعہ اشتہار ہذا اطلاع دی جاتی ہے کہ اگر کسی کو اعتراض ہو تو حاضر عدالت ہو کر پیروی کرے ورنہ کارروائی یکطرفہ عمل میں لائی جائے گی۔ — [240, 692, 351, 756]
notice-heading: عاق نامہ — [34, 329, 82, 343]
date-label: بتاریخ — [165, 997, 188, 1007]
notice-text: سب ڈویژن ایبٹ آباد ضلع ایبٹ آباد میں واقع اراضی کے انتقالات کی تصدیق کے لئے مشتہر کیا جاتا ہے کہ اگر کسی شخص کو ان انتقالات پر کوئی اعتراض ہو تو وہ مقررہ تاریخ سے قبل دفتر تحصیلدار میں حاضر ہو کر اپنا اعتراض تحریری طور پر پیش کرے بصورت دیگر کارروائی یکطرفہ عمل میں لائی جائے گی اور بعد میں کوئی عذر قابل سماعت نہ ہوگا۔ — [717, 230, 833, 312]
court-notice-box-2 — [120, 797, 233, 1025]
notice-text: بحوالہ مسل نمبر بالا مسمی مذکور نے بذریعہ درخواست استدعا کی ہے کہ اس کے نام اندراج کیا جائے لہذا بذریعہ اشتہار ہذا اطلاع دی جاتی ہے کہ اگر کسی کو اعتراض ہو تو حاضر عدالت ہو کر پیروی کرے ورنہ کارروائی یکطرفہ عمل میں لائی جائے گی۔ — [123, 709, 230, 773]
notice-text: بحوالہ مسل نمبر بالا مسمی مذکور نے بذریعہ درخواست استدعا کی ہے کہ اس کے نام اندراج کیا جائے لہذا بذریعہ اشتہار ہذا اطلاع دی جاتی ہے کہ اگر کسی کو اعتراض ہو تو حاضر عدالت ہو کر پیروی کرے ورنہ کارروائی یکطرفہ عمل میں لائی جائے گی۔ — [240, 872, 351, 937]
notice-text: بحوالہ مسل نمبر بالا مسمی مذکور نے بذریعہ درخواست استدعا کی ہے کہ اس کے نام اندراج کیا جائے لہذا بذریعہ اشتہار ہذا اطلاع دی جاتی ہے کہ اگر کسی کو اعتراض ہو تو حاضر عدالت ہو کر پیروی کرے ورنہ کارروائی یکطرفہ عمل میں لائی جائے گی۔ — [840, 529, 993, 575]
notice-heading: درستگی نام — [144, 218, 209, 232]
ad-bar — [598, 200, 711, 215]
ad-bar — [478, 494, 591, 509]
notice-text: سب ڈویژن ایبٹ آباد ضلع ایبٹ آباد میں واقع اراضی کے انتقالات کی تصدیق کے لئے مشتہر کیا جاتا ہے کہ اگر کسی شخص کو ان انتقالات پر کوئی اعتراض ہو تو وہ مقررہ تاریخ سے قبل دفتر تحصیلدار میں حاضر ہو کر اپنا اعتراض تحریری طور پر پیش کرے بصورت دیگر کارروائی یکطرفہ عمل میں لائی جائے گی اور بعد میں کوئی عذر قابل سماعت نہ ہوگا۔ — [598, 20, 711, 111]
notice-text: سب ڈویژن ایبٹ آباد ضلع ایبٹ آباد میں واقع اراضی کے انتقالات کی تصدیق کے لئے مشتہر کیا جاتا ہے کہ اگر کسی شخص کو ان انتقالات پر کوئی اعتراض ہو تو وہ مقررہ تاریخ سے قبل دفتر تحصیلدار میں حاضر ہو کر اپنا اعتراض تحریری طور پر پیش کرے بصورت دیگر کارروائی یکطرفہ عمل میں لائی جائے گی اور بعد میں کوئی عذر قابل سماعت نہ ہوگا۔ — [358, 398, 471, 490]
notice-text: بحوالہ مسل نمبر بالا مسمی مذکور نے بذریعہ درخواست استدعا کی ہے کہ اس کے نام اندراج کیا جائے لہذا بذریعہ اشتہار ہذا اطلاع دی جاتی ہے کہ اگر کسی کو اعتراض ہو تو حاضر عدالت ہو کر پیروی کرے ورنہ کارروائی یکطرفہ عمل میں لائی جائے گی۔ — [3, 1038, 113, 1103]
ad-badge: اشتہار نمبر 57 — [284, 675, 352, 689]
ad-bar — [840, 377, 993, 392]
notice-text: سب ڈویژن ایبٹ آباد ضلع ایبٹ آباد میں واقع اراضی کے انتقالات کی تصدیق کے لئے مشتہر کیا جاتا ہے کہ اگر کسی شخص کو ان انتقالات پر کوئی اعتراض ہو تو وہ مقررہ تاریخ سے قبل دفتر تحصیلدار میں حاضر ہو کر اپنا اعتراض تحریری طور پر پیش کرے بصورت دیگر کارروائی یکطرفہ عمل میں لائی جائے گی اور بعد میں کوئی عذر قابل سماعت نہ ہوگا۔ — [240, 398, 351, 490]
notice-text: بحوالہ مسل نمبر بالا مسمی مذکور نے بذریعہ درخواست استدعا کی ہے کہ اس کے نام اندراج کیا جائے لہذا بذریعہ اشتہار ہذا اطلاع دی جاتی ہے کہ اگر کسی کو اعتراض ہو تو حاضر عدالت ہو کر پیروی کرے ورنہ کارروائی یکطرفہ عمل میں لائی جائے گی۔ — [240, 313, 351, 377]
notice-text: سب ڈویژن ایبٹ آباد ضلع ایبٹ آباد میں واقع اراضی کے انتقالات کی تصدیق کے لئے مشتہر کیا جاتا ہے کہ اگر کسی شخص کو ان انتقالات پر کوئی اعتراض ہو تو وہ مقررہ تاریخ سے قبل دفتر تحصیلدار میں حاضر ہو کر اپنا اعتراض تحریری طور پر پیش کرے بصورت دیگر کارروائی یکطرفہ عمل میں لائی جائے گی اور بعد میں کوئی عذر قابل سماعت نہ ہوگا۔ — [240, 976, 351, 1068]
ad-bar — [718, 951, 833, 966]
notice-heading: اطلاع عام — [31, 523, 85, 537]
notice-text: سب ڈویژن ایبٹ آباد ضلع ایبٹ آباد میں واقع اراضی کے انتقالات کی تصدیق کے لئے مشتہر کیا جاتا ہے کہ اگر کسی شخص کو ان انتقالات پر کوئی اعتراض ہو تو وہ مقررہ تاریخ سے قبل دفتر تحصیلدار میں حاضر ہو کر اپنا اعتراض تحریری طور پر پیش کرے بصورت دیگر کارروائی یکطرفہ عمل میں لائی جائے گی اور بعد میں کوئی عذر قابل سماعت نہ ہوگا۔ — [478, 976, 591, 1068]
ad-bar — [718, 505, 833, 520]
ad-badge: اشتہار نمبر 53 — [284, 183, 352, 197]
notice-text: سب ڈویژن ایبٹ آباد ضلع ایبٹ آباد میں واقع اراضی کے انتقالات کی تصدیق کے لئے مشتہر کیا جاتا ہے کہ اگر کسی شخص کو ان انتقالات پر کوئی اعتراض ہو تو وہ مقررہ تاریخ سے قبل دفتر تحصیلدار میں حاضر ہو کر اپنا اعتراض تحریری طور پر پیش کرے بصورت دیگر کارروائی یکطرفہ عمل میں لائی جائے گی اور بعد میں کوئی عذر قابل سماعت نہ ہوگا۔ — [240, 759, 351, 851]
ad-bar — [478, 940, 591, 955]
notice-text: سب ڈویژن ایبٹ آباد ضلع ایبٹ آباد میں واقع اراضی کے انتقالات کی تصدیق کے لئے مشتہر کیا جاتا ہے کہ اگر کسی شخص کو ان انتقالات پر کوئی اعتراض ہو تو وہ مقررہ تاریخ سے قبل دفتر تحصیلدار میں حاضر ہو کر اپنا اعتراض تحریری طور پر پیش کرے بصورت دیگر کارروائی یکطرفہ عمل میں لائی جائے گی اور بعد میں کوئی عذر قابل سماعت نہ ہوگا۔ — [240, 579, 351, 671]
ad-badge: اشتہار نمبر 54 — [284, 296, 352, 310]
notice-text: بحوالہ مسل نمبر بالا مسمی مذکور نے بذریعہ درخواست استدعا کی ہے کہ اس کے نام اندراج کیا جائے لہذا بذریعہ اشتہار ہذا اطلاع دی جاتی ہے کہ اگر کسی کو اعتراض ہو تو حاضر عدالت ہو کر پیروی کرے ورنہ کارروائی یکطرفہ عمل میں لائی جائے گی۔ — [718, 523, 833, 587]
notice-text: بحوالہ مسل نمبر بالا مسمی مذکور نے بذریعہ درخواست استدعا کی ہے کہ اس کے نام اندراج کیا جائے لہذا بذریعہ اشتہار ہذا اطلاع دی جاتی ہے کہ اگر کسی کو اعتراض ہو تو حاضر عدالت ہو کر پیروی کرے ورنہ کارروائی یکطرفہ عمل میں لائی جائے گی۔ — [598, 331, 711, 395]
notice-text: سب ڈویژن ایبٹ آباد ضلع ایبٹ آباد میں واقع اراضی کے انتقالات کی تصدیق کے لئے مشتہر کیا جاتا ہے کہ اگر کسی شخص کو ان انتقالات پر کوئی اعتراض ہو تو وہ مقررہ تاریخ سے قبل دفتر تحصیلدار میں حاضر ہو کر اپنا اعتراض تحریری طور پر پیش کرے بصورت دیگر کارروائی یکطرفہ عمل میں لائی جائے گی اور بعد میں کوئی عذر قابل سماعت نہ ہوگا۔ — [717, 41, 833, 123]
notice-heading: درستگی نام — [144, 135, 209, 149]
ad-badge: اشتہار نمبر 55 — [284, 381, 352, 395]
ad-badge: اشتہار نمبر 62 — [166, 1030, 234, 1044]
masthead — [0, 0, 996, 16]
notice-heading: اطلاع عام — [31, 829, 85, 843]
khasra-number: 2376 — [906, 737, 927, 748]
ad-bar — [840, 243, 993, 258]
ad-bar — [598, 1391, 711, 1406]
ad-bar — [598, 1107, 711, 1122]
ad-badge: اشتہار نمبر 18 — [766, 1245, 834, 1259]
ad-bar — [718, 212, 833, 227]
ad-bar — [478, 363, 591, 378]
notice-text: بحوالہ مسل نمبر بالا مسمی مذکور نے بذریعہ درخواست استدعا کی ہے کہ اس کے نام اندراج کیا جائے لہذا بذریعہ اشتہار ہذا اطلاع دی جاتی ہے کہ اگر کسی کو اعتراض ہو تو حاضر عدالت ہو کر پیروی کرے ورنہ کارروائی یکطرفہ عمل میں لائی جائے گی۔ — [718, 883, 833, 948]
ad-bar — [598, 994, 711, 1009]
ad-badge: اشتہار نمبر 22 — [644, 399, 712, 413]
notice-text: بحوالہ مسل نمبر بالا مسمی مذکور نے بذریعہ درخواست استدعا کی ہے کہ اس کے نام اندراج کیا جائے لہذا بذریعہ اشتہار ہذا اطلاع دی جاتی ہے کہ اگر کسی کو اعتراض ہو تو حاضر عدالت ہو کر پیروی کرے ورنہ کارروائی یکطرفہ عمل میں لائی جائے گی۔ — [598, 728, 711, 792]
ad-badge: اشتہار نمبر 15 — [766, 952, 834, 966]
ad-badge: اشتہار نمبر 13 — [766, 763, 834, 777]
ad-badge: اشتہار نمبر 23 — [644, 512, 712, 526]
notice-heading: اطلاع عام — [31, 246, 85, 260]
notice-text: سب ڈویژن ایبٹ آباد ضلع ایبٹ آباد میں واقع اراضی کے انتقالات کی تصدیق کے لئے مشتہر کیا جاتا ہے کہ اگر کسی شخص کو ان انتقالات پر کوئی اعتراض ہو تو وہ مقررہ تاریخ سے قبل دفتر تحصیلدار میں حاضر ہو کر اپنا اعتراض تحریری طور پر پیش کرے بصورت دیگر کارروائی یکطرفہ عمل میں لائی جائے گی اور بعد میں کوئی عذر قابل سماعت نہ ہوگا۔ — [478, 380, 591, 472]
ad-bar — [718, 127, 833, 142]
notice-text: بحوالہ مسل نمبر بالا مسمی مذکور نے بذریعہ درخواست استدعا کی ہے کہ اس کے نام اندراج کیا جائے لہذا بذریعہ اشتہار ہذا اطلاع دی جاتی ہے کہ اگر کسی کو اعتراض ہو تو حاضر عدالت ہو کر پیروی کرے ورنہ کارروائی یکطرفہ عمل میں لائی جائے گی۔ — [240, 115, 351, 179]
notice-text: سب ڈویژن ایبٹ آباد ضلع ایبٹ آباد میں واقع اراضی کے انتقالات کی تصدیق کے لئے مشتہر کیا جاتا ہے کہ اگر کسی شخص کو ان انتقالات پر کوئی اعتراض ہو تو وہ مقررہ تاریخ سے قبل دفتر تحصیلدار میں حاضر ہو کر اپنا اعتراض تحریری طور پر پیش کرے بصورت دیگر کارروائی یکطرفہ عمل میں لائی جائے گی اور بعد میں کوئی عذر قابل سماعت نہ ہوگا۔ — [478, 759, 591, 851]
notice-text: سب ڈویژن ایبٹ آباد ضلع ایبٹ آباد میں واقع اراضی کے انتقالات کی تصدیق کے لئے مشتہر کیا جاتا ہے کہ اگر کسی شخص کو ان انتقالات پر کوئی اعتراض ہو تو وہ مقررہ تاریخ سے قبل دفتر تحصیلدار میں حاضر ہو کر اپنا اعتراض تحریری طور پر پیش کرے بصورت دیگر کارروائی یکطرفہ عمل میں لائی جائے گی اور بعد میں کوئی عذر قابل سماعت نہ ہوگا۔ — [358, 200, 471, 292]
ad-bar — [240, 958, 351, 973]
notice-text: بحوالہ مسل نمبر بالا مسمی مذکور نے بذریعہ درخواست استدعا کی ہے کہ اس کے نام اندراج کیا جائے لہذا بذریعہ اشتہار ہذا اطلاع دی جاتی ہے کہ اگر کسی کو اعتراض ہو تو حاضر عدالت ہو کر پیروی کرے ورنہ کارروائی یکطرفہ عمل میں لائی جائے گی۔ — [240, 511, 351, 576]
ad-badge: اشتہار نمبر 37 — [524, 675, 592, 689]
column-ads-7 — [714, 18, 836, 1643]
notice-text: سب ڈویژن ایبٹ آباد ضلع ایبٹ آباد میں واقع اراضی کے انتقالات کی تصدیق کے لئے مشتہر کیا جاتا ہے کہ اگر کسی شخص کو ان انتقالات پر کوئی اعتراض ہو تو وہ مقررہ تاریخ سے قبل دفتر تحصیلدار میں حاضر ہو کر اپنا اعتراض تحریری طور پر پیش کرے بصورت دیگر کارروائی یکطرفہ عمل میں لائی جائے گی اور بعد میں کوئی عذر قابل سماعت نہ ہوگا۔ — [598, 218, 711, 310]
ad-badge: اشتہار نمبر 48 — [404, 760, 472, 774]
notice-text: سب ڈویژن ایبٹ آباد ضلع ایبٹ آباد میں واقع اراضی کے انتقالات کی تصدیق کے لئے مشتہر کیا جاتا ہے کہ اگر کسی شخص کو ان انتقالات پر کوئی اعتراض ہو تو وہ مقررہ تاریخ سے قبل دفتر تحصیلدار میں حاضر ہو کر اپنا اعتراض تحریری طور پر پیش کرے بصورت دیگر کارروائی یکطرفہ عمل میں لائی جائے گی اور بعد میں کوئی عذر قابل سماعت نہ ہوگا۔ — [240, 20, 351, 111]
notice-text: بحوالہ مسل نمبر بالا مسمی مذکور نے بذریعہ درخواست استدعا کی ہے کہ اس کے نام اندراج کیا جائے لہذا بذریعہ اشتہار ہذا اطلاع دی جاتی ہے کہ اگر کسی کو اعتراض ہو تو حاضر عدالت ہو کر پیروی کرے ورنہ کارروائی یکطرفہ عمل میں لائی جائے گی۔ — [598, 1125, 711, 1189]
ad-bar — [358, 940, 471, 955]
ad-bar — [478, 476, 591, 491]
notice-text: سب ڈویژن ایبٹ آباد ضلع ایبٹ آباد میں واقع اراضی کے انتقالات کی تصدیق کے لئے مشتہر کیا جاتا ہے کہ اگر کسی شخص کو ان انتقالات پر کوئی اعتراض ہو تو وہ مقررہ تاریخ سے قبل دفتر تحصیلدار میں حاضر ہو کر اپنا اعتراض تحریری طور پر پیش کرے بصورت دیگر کارروائی یکطرفہ عمل میں لائی جائے گی اور بعد میں کوئی عذر قابل سماعت نہ ہوگا۔ — [717, 419, 833, 502]
notice-heading: اطلاع عام — [31, 1023, 85, 1037]
ad-badge: اشتہار نمبر 31 — [644, 1306, 712, 1320]
ad-badge: اشتہار نمبر 52 — [404, 1320, 472, 1334]
ad-badge: اشتہار نمبر 7 — [771, 127, 833, 141]
ad-bar — [240, 381, 351, 396]
khasra-number: 5103 — [906, 724, 927, 735]
notice-text: بحوالہ مسل نمبر بالا مسمی مذکور نے بذریعہ درخواست استدعا کی ہے کہ اس کے نام اندراج کیا جائے لہذا بذریعہ اشتہار ہذا اطلاع دی جاتی ہے کہ اگر کسی کو اعتراض ہو تو حاضر عدالت ہو کر پیروی کرے ورنہ کارروائی یکطرفہ عمل میں لائی جائے گی۔ — [718, 1262, 833, 1326]
ad-badge: اشتہار نمبر 58 — [284, 855, 352, 869]
notice-text: سب ڈویژن ایبٹ آباد ضلع ایبٹ آباد میں واقع اراضی کے انتقالات کی تصدیق کے لئے مشتہر کیا جاتا ہے کہ اگر کسی شخص کو ان انتقالات پر کوئی اعتراض ہو تو وہ مقررہ تاریخ سے قبل دفتر تحصیلدار میں حاضر ہو کر اپنا اعتراض تحریری طور پر پیش کرے بصورت دیگر کارروائی یکطرفہ عمل میں لائی جائے گی اور بعد میں کوئی عذر قابل سماعت نہ ہوگا۔ — [123, 451, 230, 543]
ad-badge: اشتہار نمبر 20 — [644, 201, 712, 215]
notice-text: بحوالہ مسل نمبر بالا مسمی مذکور نے بذریعہ درخواست استدعا کی ہے کہ اس کے نام اندراج کیا جائے لہذا بذریعہ اشتہار ہذا اطلاع دی جاتی ہے کہ اگر کسی کو اعتراض ہو تو حاضر عدالت ہو کر پیروی کرے ورنہ کارروائی یکطرفہ عمل میں لائی جائے گی۔ — [358, 133, 471, 197]
notice-date: 31/12/2025 — [153, 1009, 200, 1020]
notice-text: سب ڈویژن ایبٹ آباد ضلع ایبٹ آباد میں واقع اراضی کے انتقالات کی تصدیق کے لئے مشتہر کیا جاتا ہے کہ اگر کسی شخص کو ان انتقالات پر کوئی اعتراض ہو تو وہ مقررہ تاریخ سے قبل دفتر تحصیلدار میں حاضر ہو کر اپنا اعتراض تحریری طور پر پیش کرے بصورت دیگر کارروائی یکطرفہ عمل میں لائی جائے گی اور بعد میں کوئی عذر قابل سماعت نہ ہوگا۔ — [843, 1070, 990, 1134]
ad-bar — [598, 399, 711, 414]
hearing-date: 05/01/2026 — [893, 834, 940, 845]
ad-badge: اشتہار نمبر 32 — [644, 1392, 712, 1406]
notice-text: بحوالہ مسل نمبر بالا مسمی مذکور نے بذریعہ درخواست استدعا کی ہے کہ اس کے نام اندراج کیا جائے لہذا بذریعہ اشتہار ہذا اطلاع دی جاتی ہے کہ اگر کسی کو اعتراض ہو تو حاضر عدالت ہو کر پیروی کرے ورنہ کارروائی یکطرفہ عمل میں لائی جائے گی۔ — [3, 844, 113, 908]
notice-text: سب ڈویژن ایبٹ آباد ضلع ایبٹ آباد میں واقع اراضی کے انتقالات کی تصدیق کے لئے مشتہر کیا جاتا ہے کہ اگر کسی شخص کو ان انتقالات پر کوئی اعتراض ہو تو وہ مقررہ تاریخ سے قبل دفتر تحصیلدار میں حاضر ہو کر اپنا اعتراض تحریری طور پر پیش کرے بصورت دیگر کارروائی یکطرفہ عمل میں لائی جائے گی اور بعد میں کوئی عذر قابل سماعت نہ ہوگا۔ — [478, 182, 591, 274]
newspaper-name: DAILY MAHASIB ABBOTTABAD — [4, 1, 182, 13]
notice-text: سب ڈویژن ایبٹ آباد ضلع ایبٹ آباد میں واقع اراضی کے انتقالات کی تصدیق کے لئے مشتہر کیا جاتا ہے کہ اگر کسی شخص کو ان انتقالات پر کوئی اعتراض ہو تو وہ مقررہ تاریخ سے قبل دفتر تحصیلدار میں حاضر ہو کر اپنا اعتراض تحریری طور پر پیش کرے بصورت دیگر کارروائی یکطرفہ عمل میں لائی جائے گی اور بعد میں کوئی عذر قابل سماعت نہ ہوگا۔ — [123, 614, 230, 706]
notice-text: سب ڈویژن ایبٹ آباد ضلع ایبٹ آباد میں واقع اراضی کے انتقالات کی تصدیق کے لئے مشتہر کیا جاتا ہے کہ اگر کسی شخص کو ان انتقالات پر کوئی اعتراض ہو تو وہ مقررہ تاریخ سے قبل دفتر تحصیلدار میں حاضر ہو کر اپنا اعتراض تحریری طور پر پیش کرے بصورت دیگر کارروائی یکطرفہ عمل میں لائی جائے گی اور بعد میں کوئی عذر قابل سماعت نہ ہوگا۔ — [478, 20, 591, 111]
ad-bar — [478, 1139, 591, 1154]
ad-bar — [358, 115, 471, 130]
khasra-number: 648/2376 — [897, 698, 936, 709]
ad-bar — [718, 677, 833, 692]
ad-bar — [598, 1193, 711, 1208]
ad-bar — [718, 23, 833, 38]
ad-bar — [598, 909, 711, 924]
ad-bar — [718, 1244, 833, 1259]
ad-badge: اشتہار نمبر 38 — [524, 855, 592, 869]
ad-badge: اشتہار نمبر 5 — [931, 512, 993, 526]
ad-badge: اشتہار نمبر 35 — [524, 476, 592, 490]
notice-text: بحوالہ مسل نمبر بالا مسمی مذکور نے بذریعہ درخواست استدعا کی ہے کہ اس کے نام اندراج کیا جائے لہذا بذریعہ اشتہار ہذا اطلاع دی جاتی ہے کہ اگر کسی کو اعتراض ہو تو حاضر عدالت ہو کر پیروی کرے ورنہ کارروائی یکطرفہ عمل میں لائی جائے گی۔ — [718, 1073, 833, 1137]
ad-badge: اشتہار نمبر 43 — [404, 116, 472, 130]
ad-bar — [240, 494, 351, 509]
notice-text: بحوالہ مسل نمبر بالا مسمی مذکور نے بذریعہ درخواست استدعا کی ہے کہ اس کے نام اندراج کیا جائے لہذا بذریعہ اشتہار ہذا اطلاع دی جاتی ہے کہ اگر کسی کو اعتراض ہو تو حاضر عدالت ہو کر پیروی کرے ورنہ کارروائی یکطرفہ عمل میں لائی جائے گی۔ — [478, 115, 591, 179]
notice-text: بحوالہ مسل نمبر بالا مسمی مذکور نے بذریعہ درخواست استدعا کی ہے کہ اس کے نام اندراج کیا جائے لہذا بذریعہ اشتہار ہذا اطلاع دی جاتی ہے کہ اگر کسی کو اعتراض ہو تو حاضر عدالت ہو کر پیروی کرے ورنہ کارروائی یکطرفہ عمل میں لائی جائے گی۔ — [840, 108, 993, 154]
court-notice-box — [120, 427, 233, 793]
notice-text: بحوالہ مسل نمبر بالا مسمی مذکور نے بذریعہ درخواست استدعا کی ہے کہ اس کے نام اندراج کیا جائے لہذا بذریعہ اشتہار ہذا اطلاع دی جاتی ہے کہ اگر کسی کو اعتراض ہو تو حاضر عدالت ہو کر پیروی کرے ورنہ کارروائی یکطرفہ عمل میں لائی جائے گی۔ — [840, 395, 993, 441]
ad-bar — [598, 313, 711, 328]
notice-text: بحوالہ مسل نمبر بالا مسمی مذکور نے بذریعہ درخواست استدعا کی ہے کہ اس کے نام اندراج کیا جائے لہذا بذریعہ اشتہار ہذا اطلاع دی جاتی ہے کہ اگر کسی کو اعتراض ہو تو حاضر عدالت ہو کر پیروی کرے ورنہ کارروائی یکطرفہ عمل میں لائی جائے گی۔ — [478, 1251, 591, 1315]
